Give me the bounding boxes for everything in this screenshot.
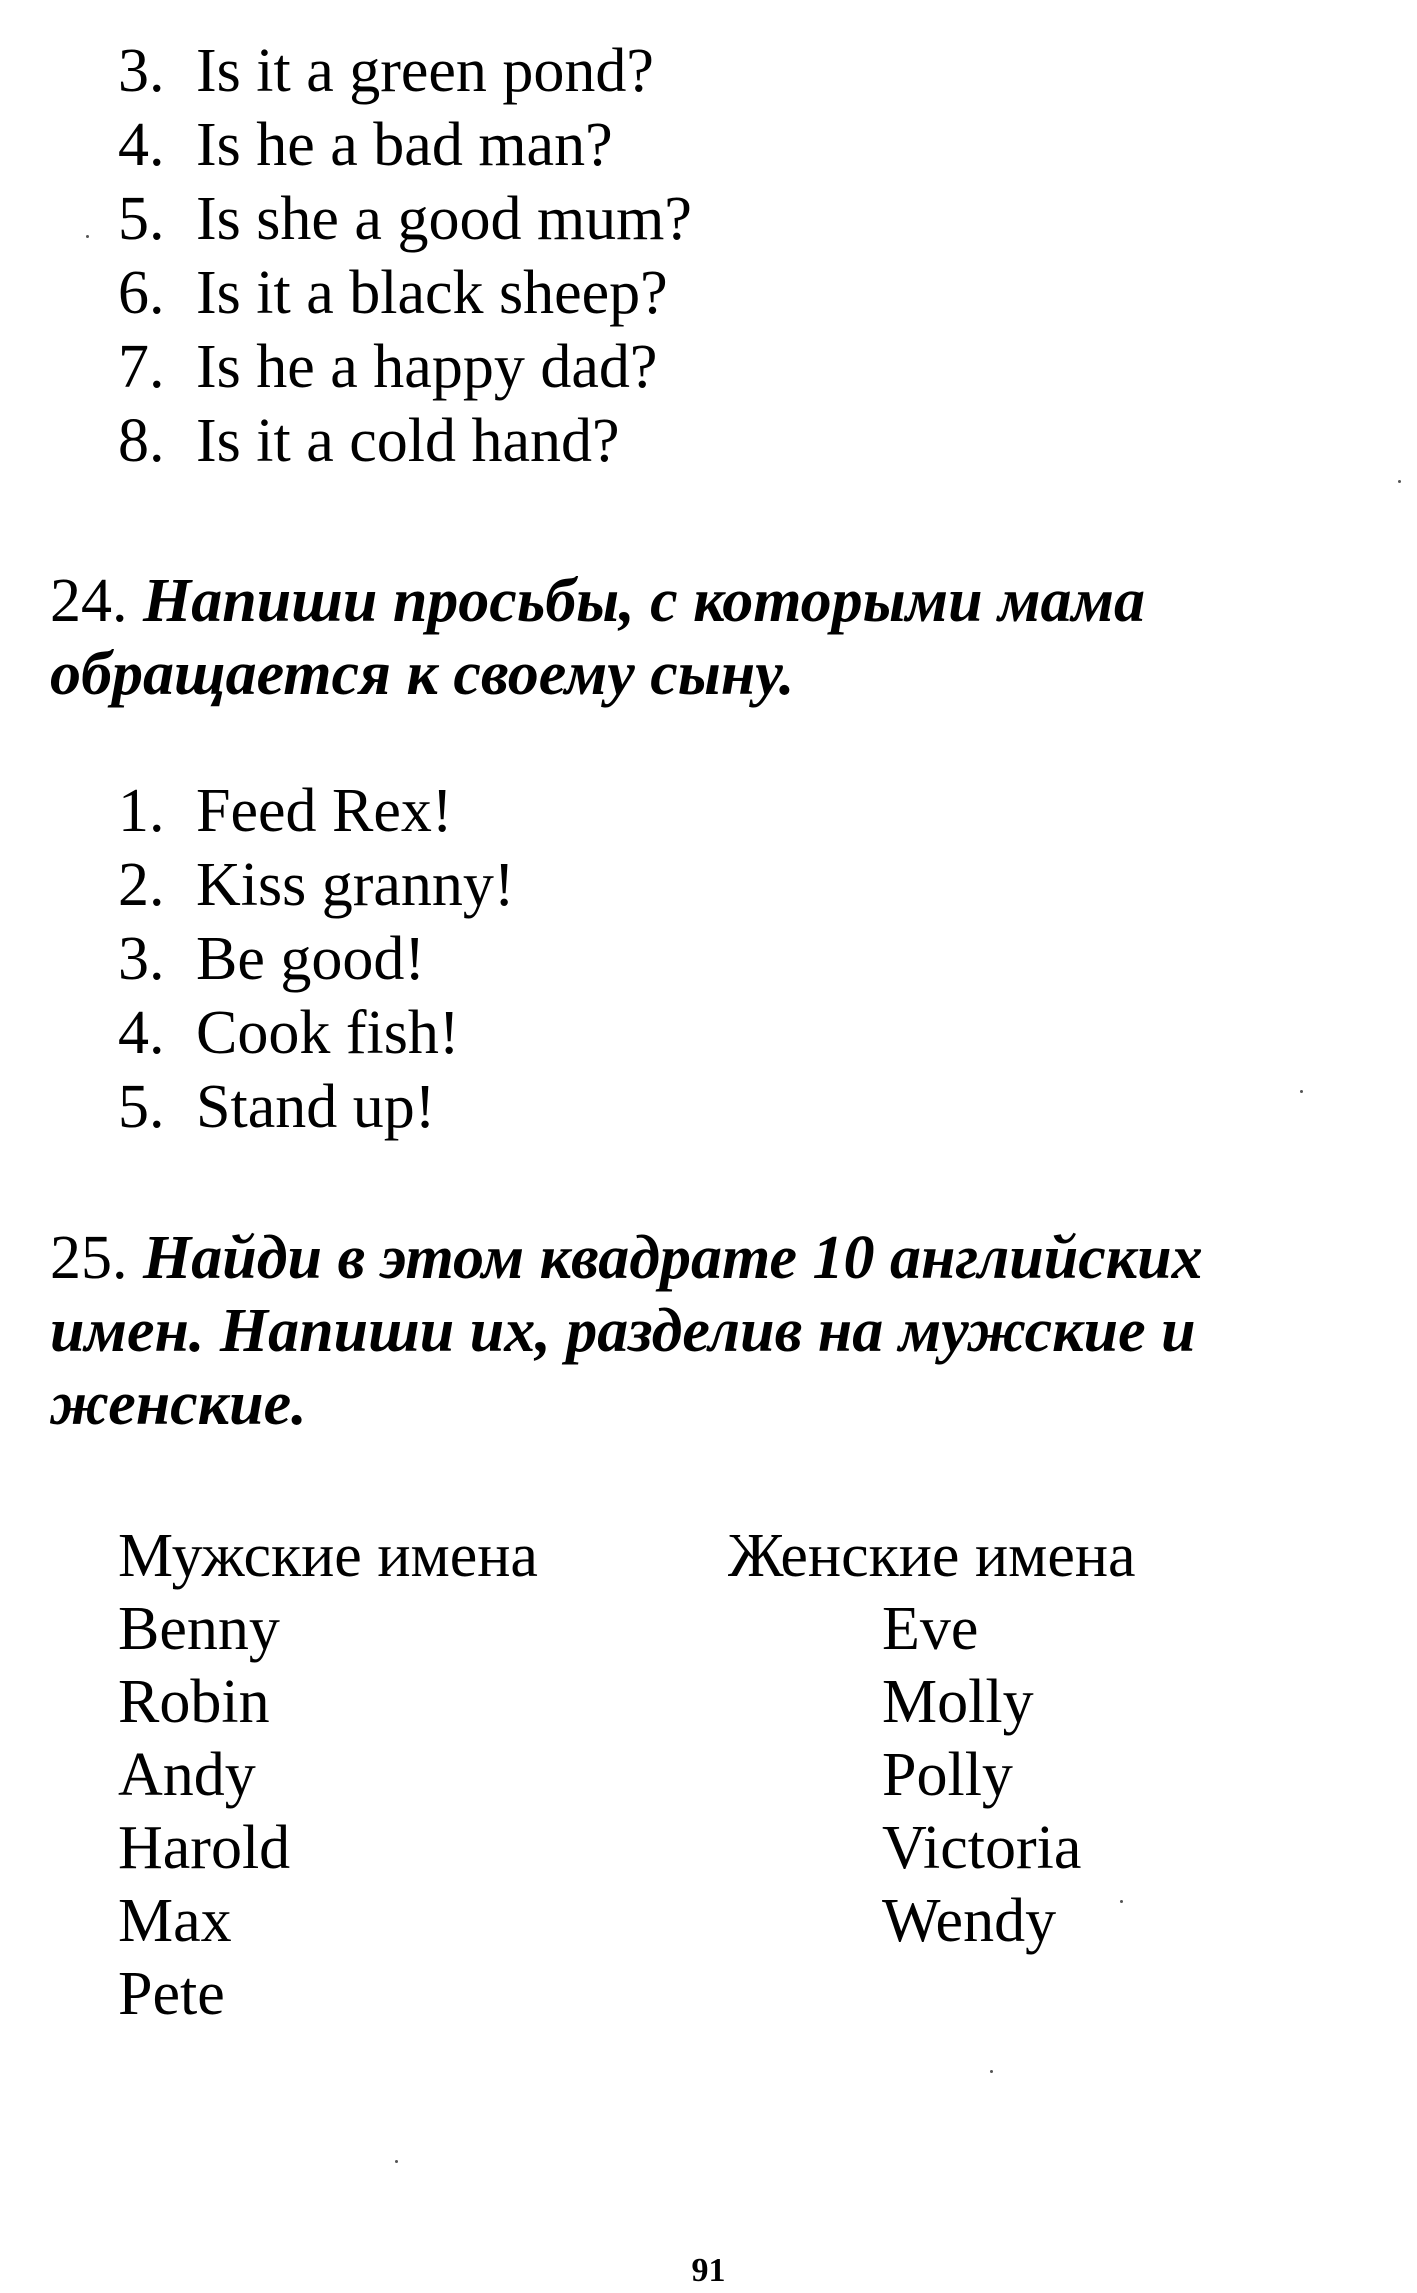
scan-speck — [395, 2160, 398, 2163]
task-text: Напиши просьбы, с которыми мама обращается к своему сыну. — [50, 567, 1146, 708]
scan-speck — [1120, 1900, 1123, 1903]
female-names-column — [882, 1593, 1081, 1958]
item-text: Is she a good mum? — [196, 185, 692, 253]
list-item — [118, 259, 692, 336]
item-text: Kiss granny! — [196, 851, 515, 919]
list-item: Victoria — [882, 1814, 1082, 1882]
list-item: Max — [118, 1887, 232, 1955]
list-item: Eve — [882, 1595, 979, 1663]
list-item — [118, 851, 515, 928]
list-item — [118, 333, 692, 410]
task-number: 25. — [50, 1224, 128, 1292]
item-number: 3. — [118, 37, 165, 105]
female-names-heading-wrap — [728, 1520, 1136, 1593]
male-names-heading: Мужские имена — [118, 1522, 538, 1590]
list-item: Pete — [118, 1960, 225, 2028]
list-item — [118, 185, 692, 262]
list-item — [118, 999, 515, 1076]
list-item: Polly — [882, 1741, 1013, 1809]
item-text: Feed Rex! — [196, 777, 453, 845]
question-list — [118, 37, 692, 484]
task-number: 24. — [50, 567, 128, 635]
item-number: 5. — [118, 1073, 165, 1141]
list-item — [118, 407, 692, 484]
item-number: 4. — [118, 999, 165, 1067]
item-text: Is it a green pond? — [196, 37, 654, 105]
scan-speck — [990, 2070, 993, 2073]
item-text: Is he a happy dad? — [196, 333, 658, 401]
male-names-column — [118, 1520, 538, 2031]
list-item — [118, 111, 692, 188]
task-text: Найди в этом квадрате 10 английских имен. Напиши их, разделив на мужские и женские. — [50, 1224, 1203, 1438]
item-text: Is it a black sheep? — [196, 259, 668, 327]
scan-speck — [1300, 1090, 1303, 1093]
list-item: Robin — [118, 1668, 270, 1736]
item-text: Stand up! — [196, 1073, 436, 1141]
female-names-heading: Женские имена — [728, 1522, 1136, 1590]
item-text: Cook fish! — [196, 999, 460, 1067]
request-list — [118, 777, 515, 1150]
list-item: Wendy — [882, 1887, 1057, 1955]
item-text: Is he a bad man? — [196, 111, 613, 179]
list-item: Harold — [118, 1814, 291, 1882]
task-24-instruction — [50, 565, 1370, 711]
scan-speck — [1398, 480, 1401, 483]
task-25-instruction — [50, 1222, 1370, 1441]
list-item — [118, 925, 515, 1002]
item-number: 3. — [118, 925, 165, 993]
item-number: 4. — [118, 111, 165, 179]
list-item: Andy — [118, 1741, 256, 1809]
item-number: 1. — [118, 777, 165, 845]
item-text: Be good! — [196, 925, 426, 993]
item-number: 7. — [118, 333, 165, 401]
list-item: Molly — [882, 1668, 1034, 1736]
item-number: 6. — [118, 259, 165, 327]
list-item: Benny — [118, 1595, 280, 1663]
list-item — [118, 777, 515, 854]
page-number: 91 — [691, 2252, 726, 2289]
item-text: Is it a cold hand? — [196, 407, 620, 475]
scan-speck — [86, 235, 89, 238]
item-number: 2. — [118, 851, 165, 919]
list-item — [118, 37, 692, 114]
item-number: 5. — [118, 185, 165, 253]
list-item — [118, 1073, 515, 1150]
item-number: 8. — [118, 407, 165, 475]
